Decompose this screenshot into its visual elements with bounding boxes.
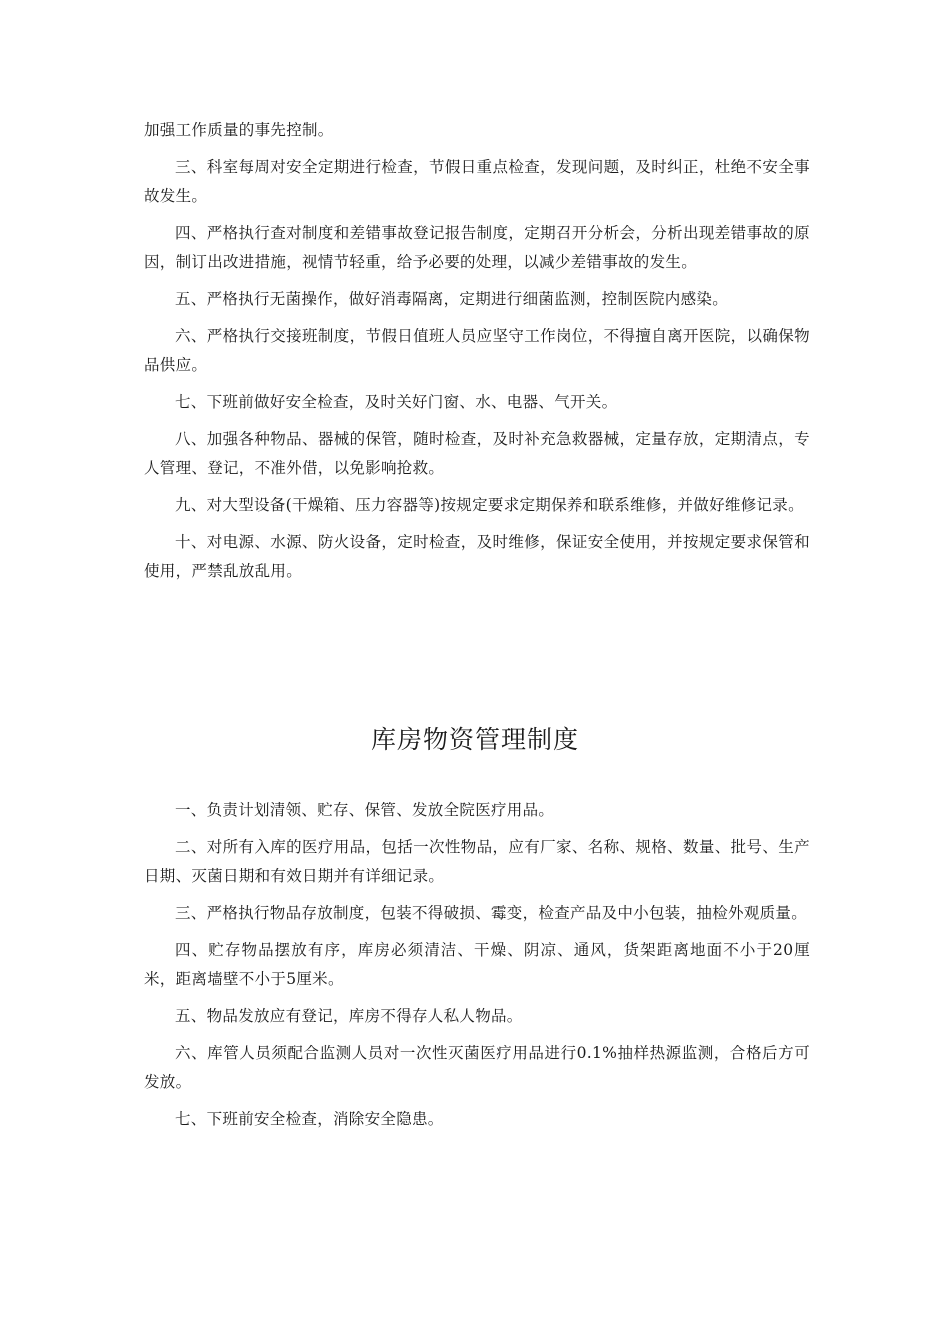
paragraph-item-5: 五、严格执行无菌操作，做好消毒隔离，定期进行细菌监测，控制医院内感染。 bbox=[175, 290, 729, 308]
paragraph-item-6: 六、库管人员须配合监测人员对一次性灭菌医疗用品进行0.1%抽样热源监测，合格后方可发放。 bbox=[144, 1044, 810, 1091]
paragraph-item-2: 二、对所有入库的医疗用品，包括一次性物品，应有厂家、名称、规格、数量、批号、生产日期、灭菌日期和有效日期并有详细记录。 bbox=[144, 838, 810, 885]
paragraph-item-7: 七、下班前做好安全检查，及时关好门窗、水、电器、气开关。 bbox=[175, 393, 618, 411]
paragraph-item-3: 三、严格执行物品存放制度，包装不得破损、霉变，检查产品及中小包装，抽检外观质量。 bbox=[175, 904, 808, 922]
paragraph-continuation: 加强工作质量的事先控制。 bbox=[144, 121, 334, 139]
paragraph-item-9: 九、对大型设备(干燥箱、压力容器等)按规定要求定期保养和联系维修，并做好维修记录。 bbox=[175, 496, 804, 514]
paragraph-item-6: 六、严格执行交接班制度，节假日值班人员应坚守工作岗位，不得擅自离开医院，以确保物品供应。 bbox=[144, 327, 810, 374]
previous-regulation-continuation bbox=[144, 116, 810, 594]
paragraph-item-1: 一、负责计划清领、贮存、保管、发放全院医疗用品。 bbox=[175, 801, 555, 819]
paragraph-item-5: 五、物品发放应有登记，库房不得存人私人物品。 bbox=[175, 1007, 523, 1025]
paragraph-item-3: 三、科室每周对安全定期进行检查，节假日重点检查，发现问题，及时纠正，杜绝不安全事故发生。 bbox=[144, 158, 810, 205]
paragraph-item-4: 四、严格执行查对制度和差错事故登记报告制度，定期召开分析会，分析出现差错事故的原因，制订出改进措施，视情节轻重，给予必要的处理，以减少差错事故的发生。 bbox=[144, 224, 810, 271]
paragraph-item-7: 七、下班前安全检查，消除安全隐患。 bbox=[175, 1110, 444, 1128]
paragraph-item-4: 四、贮存物品摆放有序，库房必须清洁、干燥、阴凉、通风，货架距离地面不小于20厘米，距离墙壁不小于5厘米。 bbox=[144, 941, 810, 988]
section-title: 库房物资管理制度 bbox=[370, 725, 579, 754]
paragraph-item-10: 十、对电源、水源、防火设备，定时检查，及时维修，保证安全使用，并按规定要求保管和使用，严禁乱放乱用。 bbox=[144, 533, 810, 580]
warehouse-regulation-body bbox=[144, 796, 810, 1142]
paragraph-item-8: 八、加强各种物品、器械的保管，随时检查，及时补充急救器械，定量存放，定期清点，专人管理、登记，不准外借，以免影响抢救。 bbox=[144, 430, 810, 477]
